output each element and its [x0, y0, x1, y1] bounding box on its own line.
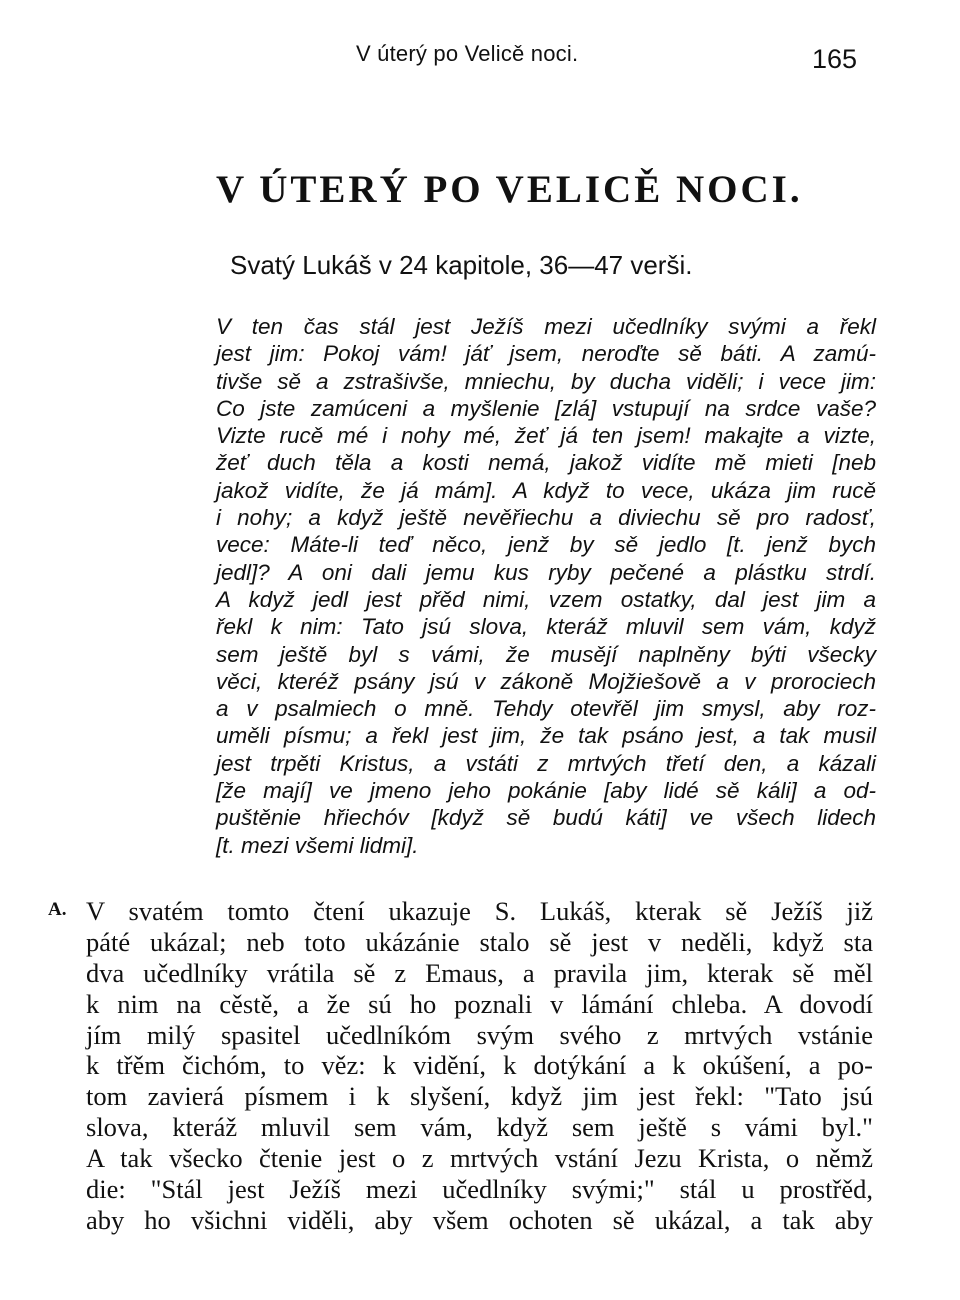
commentary-paragraph: [86, 896, 873, 1236]
gospel-line: A když jedl jest přěd nimi, vzem ostatky, dal jest jim a: [216, 586, 876, 612]
gospel-line: jest trpěti Kristus, a vstáti z mrtvých třetí den, a kázali: [216, 750, 876, 776]
body-line: A tak všecko čtenie jest o z mrtvých vstání Jezu Krista, o němž: [86, 1143, 873, 1174]
gospel-line: i nohy; a když ještě nevěřiechu a diviechu sě pro radosť,: [216, 505, 876, 531]
body-line: k nim na cěstě, a že sú ho poznali v lámání chleba. A dovodí: [86, 988, 873, 1019]
gospel-line: puštěnie hřiechóv [když sě budú káti] ve všech lidech: [216, 805, 876, 831]
body-line: tom zavierá písmem i k slyšení, když jim jest řekl: "Tato jsú: [86, 1081, 873, 1112]
gospel-line: uměli písmu; a řekl jest jim, že tak psáno jest, a tak musil: [216, 723, 876, 749]
gospel-line: [t. mezi všemi lidmi].: [216, 832, 419, 858]
gospel-line: jedl]? A oni dali jemu kus ryby pečené a plástku strdí.: [216, 559, 876, 585]
gospel-line: jakož vidíte, že já mám]. A když to vece, ukáza jim rucě: [216, 477, 876, 503]
gospel-line: Co jste zamúceni a myšlenie [zlá] vstupují na srdce vaše?: [216, 395, 876, 421]
chapter-title: V ÚTERÝ PO VELICĚ NOCI.: [216, 168, 803, 211]
gospel-line: sem ještě byl s vámi, že musějí naplněny býti všecky: [216, 641, 876, 667]
body-line: slova, kteráž mluvil sem vám, když sem ještě s vámi byl.": [86, 1112, 873, 1143]
gospel-reading: [216, 313, 876, 859]
gospel-line: řekl k nim: Tato jsú slova, kteráž mluvil sem vám, když: [216, 614, 876, 640]
body-line: V svatém tomto čtení ukazuje S. Lukáš, kterak sě Ježíš již: [86, 896, 873, 926]
gospel-reference: Svatý Lukáš v 24 kapitole, 36—47 verši.: [230, 250, 693, 280]
body-line: die: "Stál jest Ježíš mezi učedlníky svými;" stál u prostřěd,: [86, 1174, 873, 1205]
gospel-line: tivše sě a zstrašivše, mniechu, by ducha viděli; i vece jim:: [216, 368, 876, 394]
gospel-line: Vizte rucě mé i nohy mé, žeť já ten jsem! makajte a vizte,: [216, 423, 876, 449]
gospel-line: [že mají] ve jmeno jeho pokánie [aby lidé sě káli] a od-: [216, 778, 876, 804]
running-head: V úterý po Velicě noci.: [356, 41, 579, 66]
gospel-line: a v psalmiech o mně. Tehdy otevřěl jim smysl, aby roz-: [216, 696, 876, 722]
body-line: dva učedlníky vrátila sě z Emaus, a pravila jim, kterak sě měl: [86, 957, 873, 988]
gospel-line: V ten čas stál jest Ježíš mezi učedlníky svými a řekl: [216, 314, 876, 339]
body-line: páté ukázal; neb toto ukázánie stalo sě jest v neděli, když sta: [86, 926, 873, 957]
gospel-line: žeť duch těla a kosti nemá, jakož vidíte mě mieti [neb: [216, 450, 876, 476]
page-number: 165: [812, 44, 858, 74]
body-line: k třěm čichóm, to věz: k vidění, k dotýkání a k okúšení, a po-: [86, 1050, 873, 1081]
gospel-line: jest jim: Pokoj vám! jáť jsem, neroďte sě báti. A zamú-: [216, 341, 876, 367]
section-marker: A.: [48, 899, 67, 920]
gospel-line: věci, kteréž psány jsú v zákoně Mojžiešově a v prorociech: [216, 668, 876, 694]
body-line: aby ho všichni viděli, aby všem ochoten sě ukázal, a tak aby: [86, 1204, 873, 1235]
body-line: jím milý spasitel učedlníkóm svým svého z mrtvých vstánie: [86, 1019, 873, 1050]
gospel-line: vece: Máte-li teď něco, jenž by sě jedlo [t. jenž bych: [216, 532, 876, 558]
